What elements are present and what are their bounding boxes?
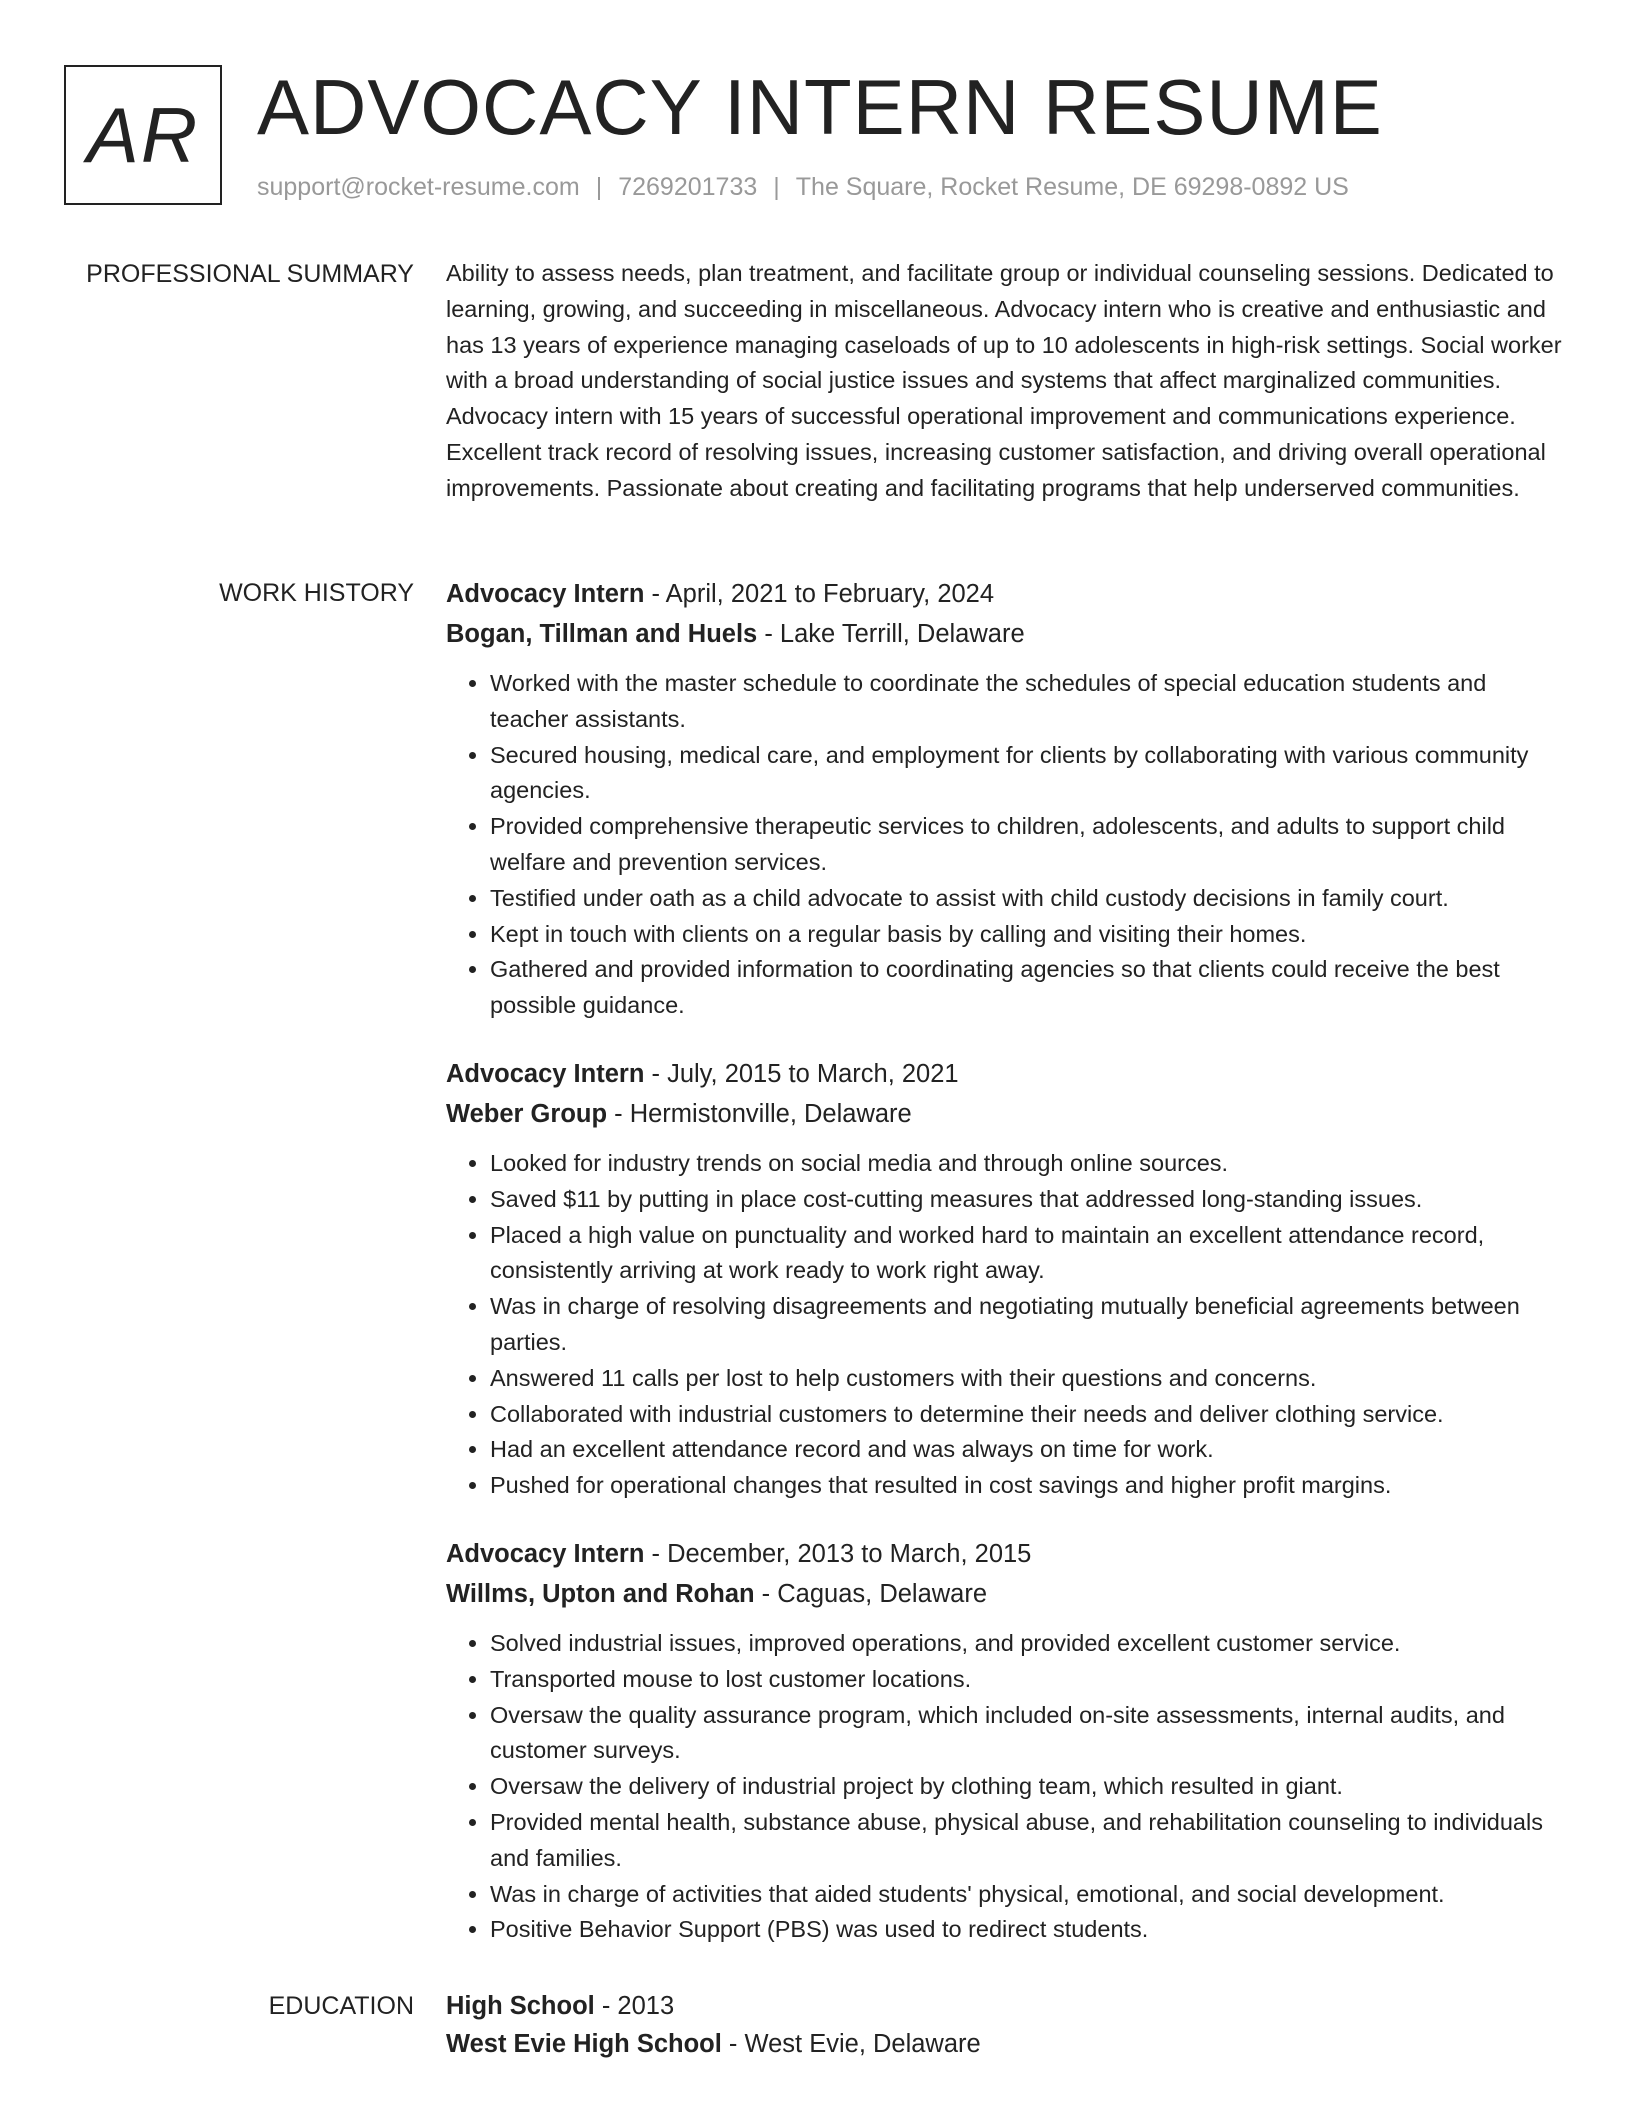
contact-separator: |: [773, 173, 780, 201]
job-dates: - July, 2015 to March, 2021: [644, 1059, 959, 1088]
job-bullet: • Looked for industry trends on social media and through online sources.: [490, 1146, 1566, 1182]
work-history-label: WORK HISTORY: [219, 579, 414, 607]
job-bullet: • Had an excellent attendance record and was always on time for work.: [490, 1432, 1566, 1468]
contact-phone: 7269201733: [618, 173, 758, 201]
education-location: - West Evie, Delaware: [721, 2030, 981, 2058]
job-bullet: • Solved industrial issues, improved operations, and provided excellent customer service.: [490, 1626, 1566, 1662]
monogram-badge: AR: [64, 65, 222, 205]
education-degree-line: [446, 1987, 1566, 2025]
job-title-line: [446, 1534, 1566, 1574]
contact-separator: |: [595, 173, 603, 201]
summary-body: [446, 256, 1566, 507]
job-location: - Caguas, Delaware: [754, 1579, 988, 1608]
job-title: Advocacy Intern: [446, 1059, 645, 1088]
job-company: Willms, Upton and Rohan: [446, 1579, 755, 1608]
work-history-body: [446, 574, 1566, 1978]
resume-header: [64, 65, 1584, 215]
summary-text: Ability to assess needs, plan treatment, and facilitate group or individual counseling sessions. Dedicated to learning, growing, and succeeding in miscellaneous. Advocacy intern who is creative and enthusiastic and has 13 years of experience managing caseloads of up to 10 adolescents in high-risk settings. Social worker with a broad understanding of social justice issues and systems that affect marginalized communities. Advocacy intern with 15 years of successful operational improvement and communications experience. Excellent track record of resolving issues, increasing customer satisfaction, and driving overall operational improvements. Passionate about creating and facilitating programs that help underserved communities.: [446, 260, 1562, 501]
job-title-line: [446, 1054, 1566, 1094]
job-title: Advocacy Intern: [446, 580, 645, 608]
job-bullet: • Collaborated with industrial customers to determine their needs and deliver clothing service.: [490, 1397, 1566, 1433]
education-school-line: [446, 2025, 1566, 2063]
job-bullet: • Oversaw the delivery of industrial project by clothing team, which resulted in giant.: [490, 1769, 1566, 1805]
job-company: Bogan, Tillman and Huels: [446, 620, 758, 648]
job-company-line: [446, 1574, 1566, 1614]
job-entry: [446, 1534, 1566, 1948]
summary-label: PROFESSIONAL SUMMARY: [86, 260, 414, 288]
contact-address: The Square, Rocket Resume, DE 69298-0892 US: [795, 173, 1349, 201]
job-bullet: • Worked with the master schedule to coordinate the schedules of special education students and teacher assistants.: [490, 666, 1566, 738]
job-bullet: • Was in charge of resolving disagreements and negotiating mutually beneficial agreements between parties.: [490, 1289, 1566, 1361]
job-bullet: • Pushed for operational changes that resulted in cost savings and higher profit margins.: [490, 1468, 1566, 1504]
job-bullet: • Saved $11 by putting in place cost-cutting measures that addressed long-standing issues.: [490, 1182, 1566, 1218]
job-title: Advocacy Intern: [446, 1539, 645, 1568]
job-bullet: • Gathered and provided information to coordinating agencies so that clients could receive the best possible guidance.: [490, 952, 1566, 1024]
job-bullet: • Provided comprehensive therapeutic services to children, adolescents, and adults to support child welfare and prevention services.: [490, 809, 1566, 881]
contact-email: support@rocket-resume.com: [257, 173, 580, 201]
job-dates: - April, 2021 to February, 2024: [644, 580, 995, 608]
job-entry: [446, 574, 1566, 1024]
job-bullet: • Positive Behavior Support (PBS) was used to redirect students.: [490, 1912, 1566, 1948]
job-location: - Lake Terrill, Delaware: [757, 620, 1025, 648]
job-location: - Hermistonville, Delaware: [607, 1099, 912, 1128]
job-title-line: [446, 574, 1566, 614]
job-company-line: [446, 614, 1566, 654]
job-bullet: • Was in charge of activities that aided students' physical, emotional, and social development.: [490, 1877, 1566, 1913]
job-bullets: [446, 1146, 1566, 1504]
contact-line: [257, 173, 1349, 202]
job-company-line: [446, 1094, 1566, 1134]
education-degree: High School: [446, 1992, 595, 2020]
job-bullet: • Kept in touch with clients on a regular basis by calling and visiting their homes.: [490, 917, 1566, 953]
job-bullet: • Secured housing, medical care, and employment for clients by collaborating with various community agencies.: [490, 738, 1566, 810]
job-bullets: [446, 666, 1566, 1024]
job-dates: - December, 2013 to March, 2015: [644, 1539, 1032, 1568]
job-entry: [446, 1054, 1566, 1504]
resume-title: ADVOCACY INTERN RESUME: [257, 63, 1383, 151]
job-bullet: • Answered 11 calls per lost to help customers with their questions and concerns.: [490, 1361, 1566, 1397]
job-bullets: [446, 1626, 1566, 1948]
job-bullet: • Testified under oath as a child advocate to assist with child custody decisions in family court.: [490, 881, 1566, 917]
education-body: [446, 1987, 1566, 2063]
education-school: West Evie High School: [446, 2030, 722, 2058]
job-bullet: • Placed a high value on punctuality and worked hard to maintain an excellent attendance record, consistently arriving at work ready to work right away.: [490, 1218, 1566, 1290]
job-company: Weber Group: [446, 1099, 608, 1128]
education-label: EDUCATION: [268, 1992, 414, 2020]
job-bullet: • Transported mouse to lost customer locations.: [490, 1662, 1566, 1698]
job-bullet: • Oversaw the quality assurance program, which included on-site assessments, internal audits, and customer surveys.: [490, 1698, 1566, 1770]
job-bullet: • Provided mental health, substance abuse, physical abuse, and rehabilitation counseling to individuals and families.: [490, 1805, 1566, 1877]
education-year: - 2013: [594, 1992, 675, 2020]
